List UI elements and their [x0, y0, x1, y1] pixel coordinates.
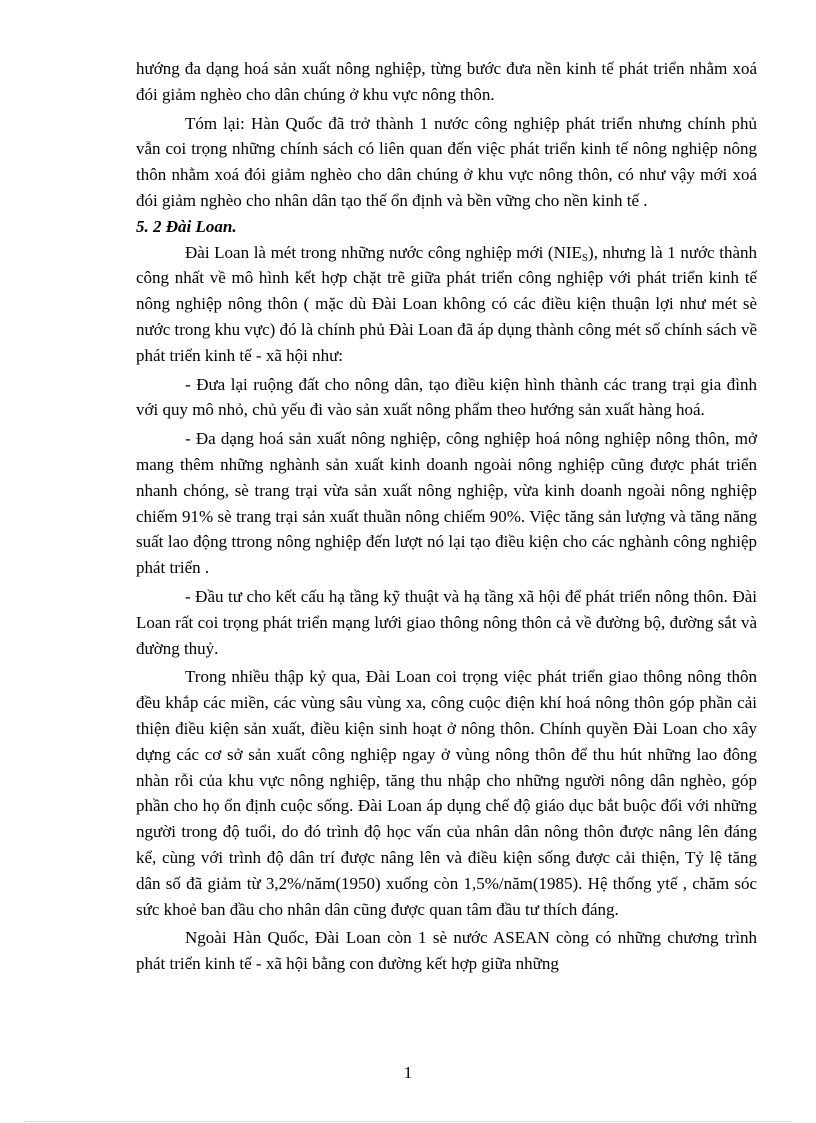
paragraph-summary-korea: Tóm lại: Hàn Quốc đã trở thành 1 nước công nghiệp phát triển nhưng chính phủ vẫn coi trọng những chính sách có liên quan đến việc phát triển kinh tế nông nghiệp nông thôn nhằm xoá đói giảm nghèo cho dân chúng ở khu vực nông thôn, có như vậy mới xoá đói giảm nghèo cho nhân dân tạo thế ổn định và bền vững cho nền kinh tế .: [136, 113, 757, 210]
bullet-diversification: - Đa dạng hoá sản xuất nông nghiệp, công nghiệp hoá nông nghiệp nông thôn, mở mang thêm những nghành sản xuất kinh doanh ngoài nông nghiệp cũng được phát triển nhanh chóng, sè trang trại vừa sản xuất nông nghiệp, vừa kinh doanh ngoài nông nghiệp chiếm 91% sè trang trại sản xuất thuần nông chiếm 90%. Việc tăng sản lượng và tăng năng suất lao động ttrong nông nghiệp đến lượt nó lại tạo điều kiện cho các nghành công nghiệp phát triển .: [136, 429, 757, 578]
page-bottom-border: [24, 1121, 792, 1122]
page-body: [136, 56, 757, 977]
paragraph-continuation: hướng đa dạng hoá sản xuất nông nghiệp, từng bước đưa nền kinh tế phát triển nhằm xoá đói giảm nghèo cho dân chúng ở khu vực nông thôn.: [136, 59, 757, 104]
intro-text-before: Đài Loan là mét trong những nước công nghiệp mới (NIE: [185, 242, 582, 262]
bullet-land-reform: - Đưa lại ruộng đất cho nông dân, tạo điều kiện hình thành các trang trại gia đình với quy mô nhỏ, chủ yếu đi vào sản xuất nông phẩm theo hướng sản xuất hàng hoá.: [136, 374, 757, 420]
page-number: 1: [403, 1063, 413, 1082]
paragraph-taiwan-intro: [136, 240, 757, 369]
paragraph-asean: Ngoài Hàn Quốc, Đài Loan còn 1 sè nước ASEAN còng có những chương trình phát triển kinh tế - xã hội bằng con đường kết hợp giữa những: [136, 928, 757, 974]
intro-subscript: S: [581, 251, 589, 264]
paragraph-rural-development: Trong nhiều thập kỷ qua, Đài Loan coi trọng việc phát triển giao thông nông thôn đều khắp các miền, các vùng sâu vùng xa, công cuộc điện khí hoá nông thôn góp phần cải thiện điều kiện sản xuất, điều kiện sinh hoạt ở nông thôn. Chính quyền Đài Loan cho xây dựng các cơ sở sản xuất công nghiệp ngay ở vùng nông thôn để thu hút những lao đông nhàn rỗi của khu vực nông nghiệp, tăng thu nhập cho những người nông dân nghèo, góp phần cho họ ổn định cuộc sống. Đài Loan áp dụng chế độ giáo dục bắt buộc đối với những người trong độ tuổi, do đó trình độ học vấn của nhân dân nông thôn được nâng lên đáng kể, cùng với trình độ dân trí được nâng lên và điều kiện sống được cải thiện, Tỷ lệ tăng dân số đã giảm từ 3,2%/năm(1950) xuống còn 1,5%/năm(1985). Hệ thống ytế , chăm sóc sức khoẻ ban đầu cho nhân dân cũng được quan tâm đầu tư thích đáng.: [136, 667, 757, 919]
bullet-infrastructure: - Đầu tư cho kết cấu hạ tầng kỹ thuật và hạ tầng xã hội để phát triển nông thôn. Đài Loan rất coi trọng phát triển mạng lưới giao thông nông thôn cả về đường bộ, đường sắt và đường thuỷ.: [136, 586, 757, 658]
intro-text-after: ), nhưng là 1 nước thành công nhất về mô hình kết hợp chặt trẽ giữa phát triển công nghiệp với phát triển kinh tế nông nghiệp nông thôn ( mặc dù Đài Loan không có các điều kiện thuận lợi như mét sè nước trong khu vực) đó là chính phủ Đài Loan đã áp dụng thành công mét số chính sách về phát triển kinh tế - xã hội như:: [136, 242, 757, 365]
section-heading-taiwan: 5. 2 Đài Loan.: [136, 216, 237, 236]
